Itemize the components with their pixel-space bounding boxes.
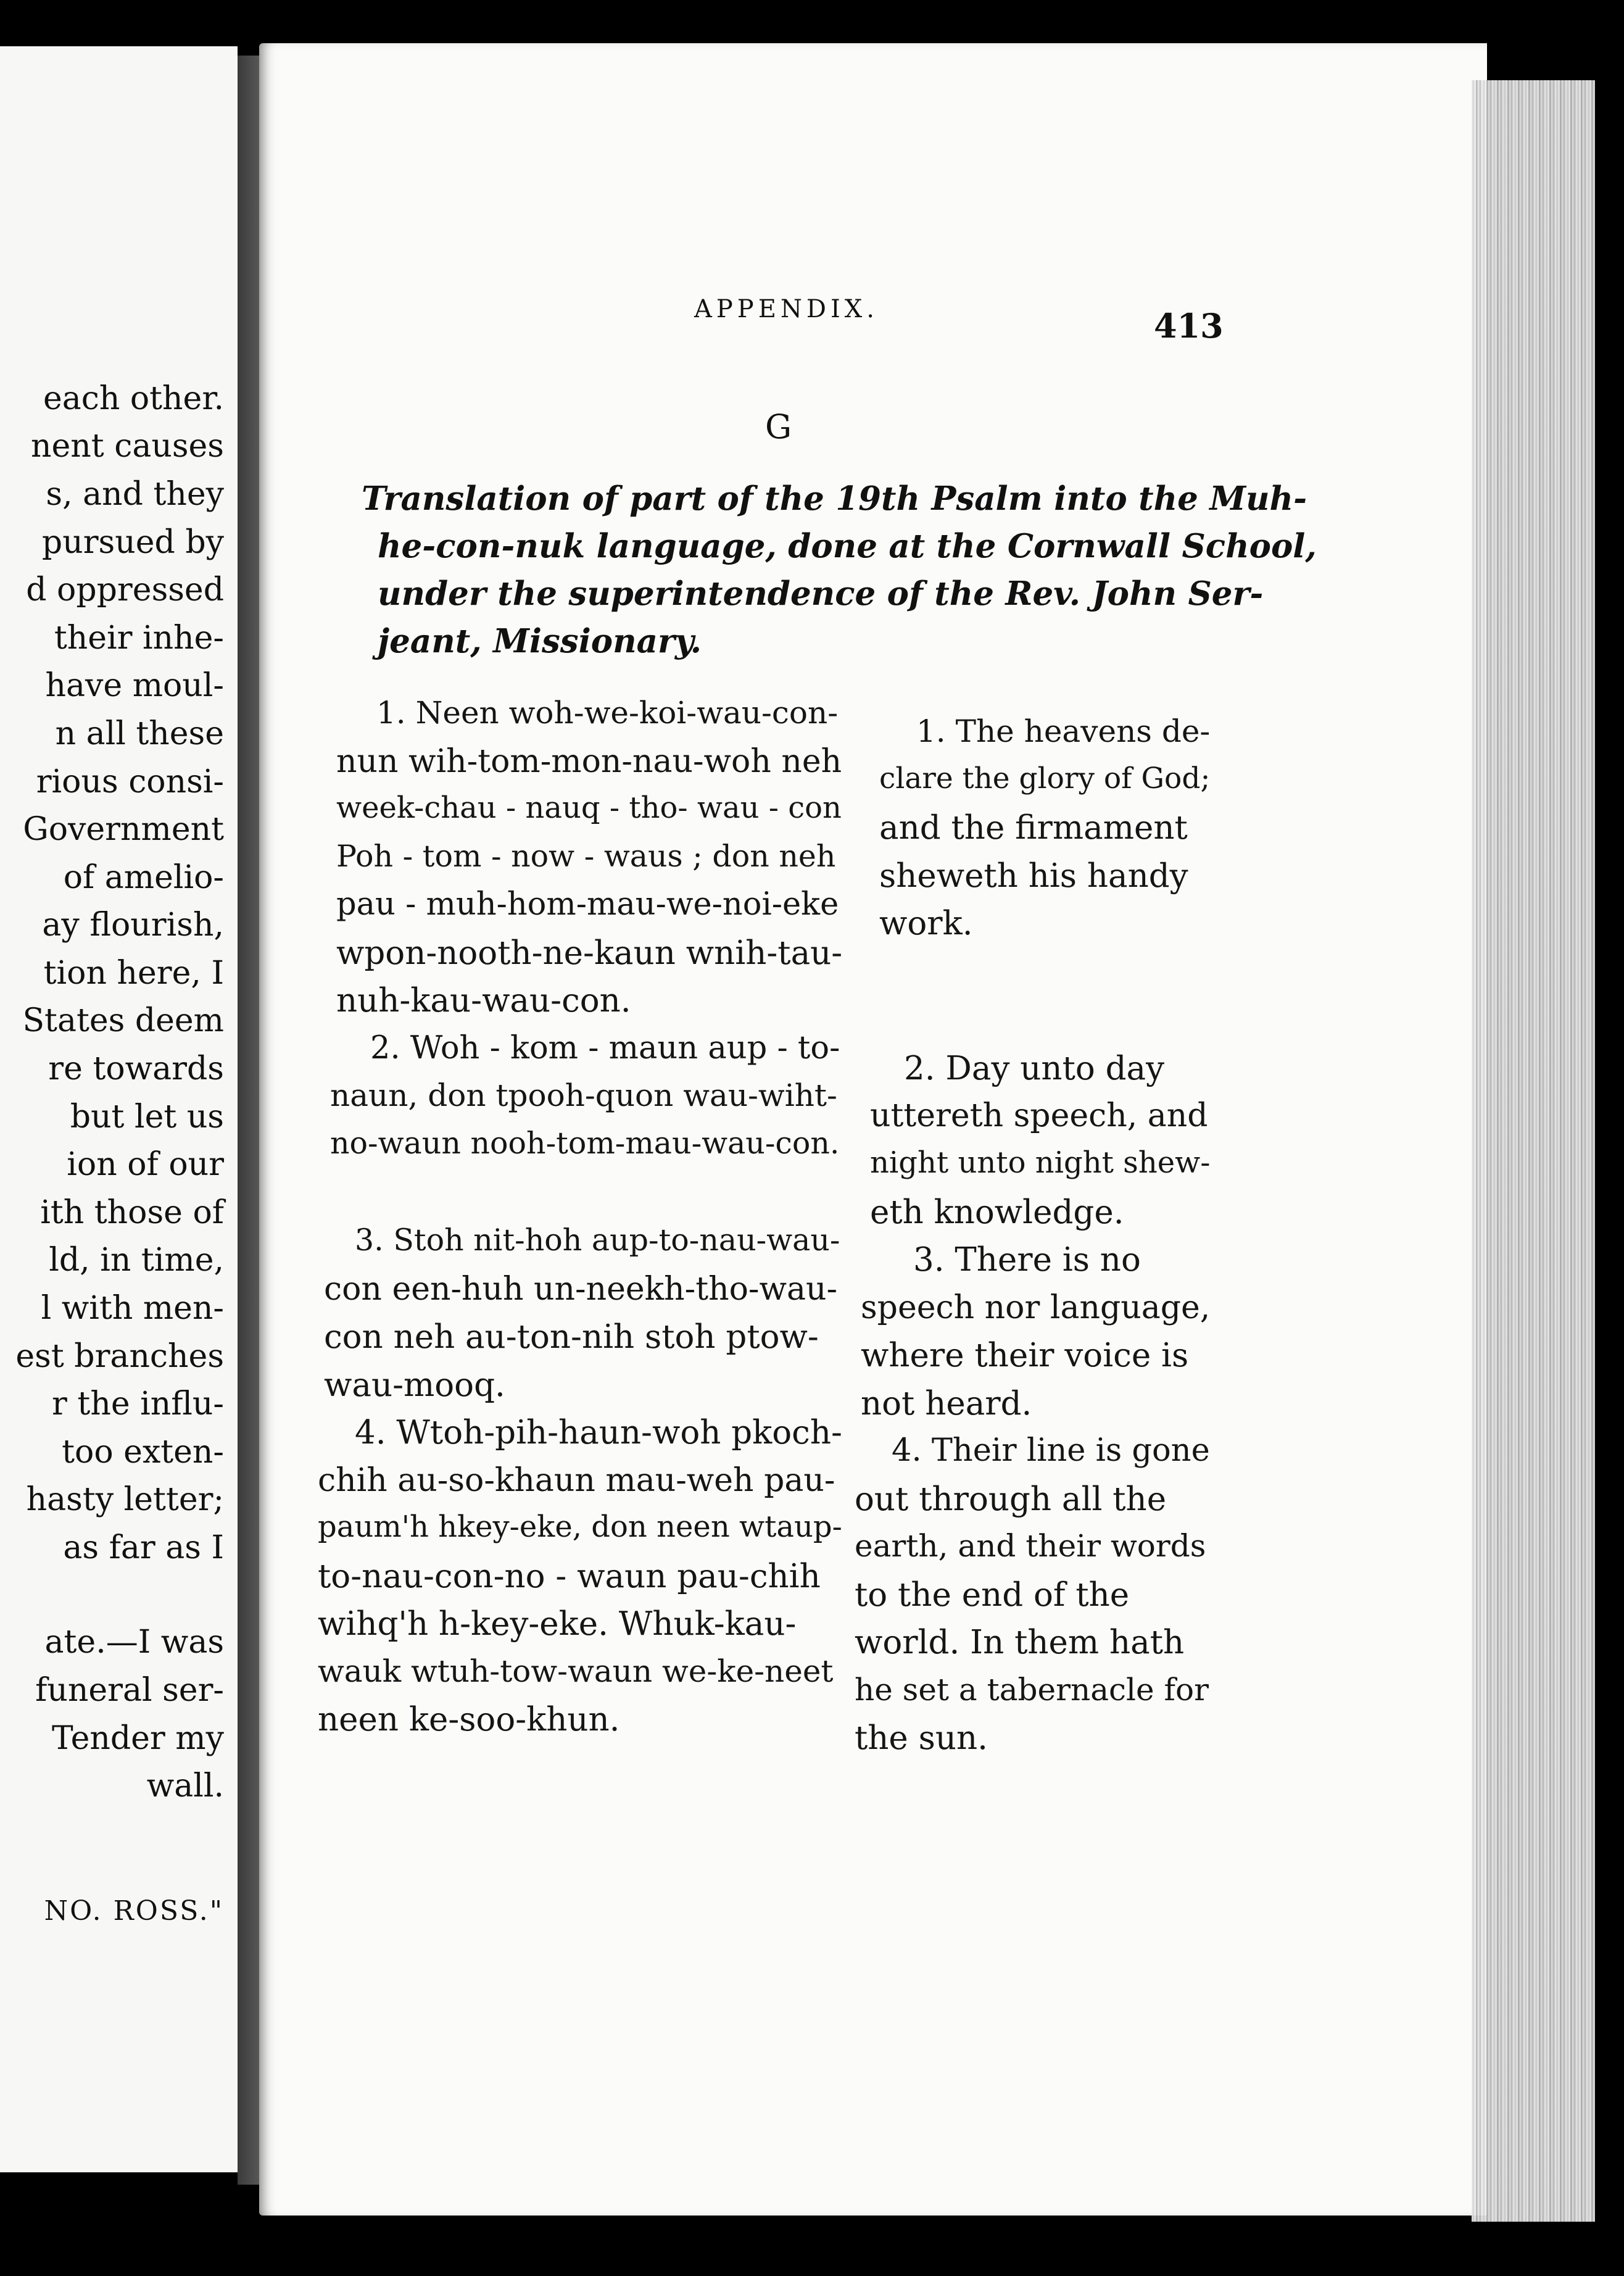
left-page-line: d oppressed: [26, 571, 224, 608]
heading-line: he-con-nuk language, done at the Cornwall School,: [378, 527, 1317, 565]
left-page-signature: NO. ROSS.": [44, 1895, 224, 1927]
english-line: world. In them hath: [855, 1624, 1185, 1661]
muhheconnuk-line: nun wih-tom-mon-nau-woh neh: [336, 743, 842, 780]
running-head: APPENDIX.: [694, 295, 879, 323]
english-line: and the firmament: [879, 809, 1188, 847]
english-line: where their voice is: [861, 1337, 1189, 1374]
left-page-line: pursued by: [41, 524, 224, 561]
heading-line: under the superintendence of the Rev. John Ser-: [378, 575, 1264, 613]
left-page-line: nent causes: [31, 428, 224, 465]
left-page-line: n all these: [55, 715, 224, 752]
muhheconnuk-line: naun, don tpooh-quon wau-wiht-: [330, 1078, 837, 1113]
english-line: work.: [879, 905, 973, 942]
muhheconnuk-line: nuh-kau-wau-con.: [336, 982, 631, 1020]
english-line: to the end of the: [855, 1576, 1130, 1614]
heading-line: jeant, Missionary.: [378, 622, 702, 660]
previous-page: [0, 46, 238, 2172]
muhheconnuk-line: paum'h hkey-eke, don neen wtaup-: [318, 1510, 842, 1544]
english-line: 3. There is no: [913, 1241, 1141, 1279]
muhheconnuk-line: con neh au-ton-nih stoh ptow-: [324, 1318, 819, 1356]
left-page-line: ate.—I was: [44, 1624, 224, 1661]
english-line: night unto night shew-: [870, 1145, 1211, 1180]
left-page-line: r the influ-: [52, 1385, 224, 1422]
left-page-line: as far as I: [63, 1529, 224, 1566]
muhheconnuk-line: 3. Stoh nit-hoh aup-to-nau-wau-: [355, 1223, 840, 1258]
left-page-line: their inhe-: [54, 620, 224, 657]
left-page-line: rious consi-: [36, 763, 224, 800]
left-page-line: wall.: [146, 1767, 224, 1805]
muhheconnuk-line: to-nau-con-no - waun pau-chih: [318, 1558, 821, 1595]
muhheconnuk-line: wpon-nooth-ne-kaun wnih-tau-: [336, 934, 843, 972]
muhheconnuk-line: no-waun nooh-tom-mau-wau-con.: [330, 1126, 840, 1161]
muhheconnuk-line: 2. Woh - kom - maun aup - to-: [370, 1030, 840, 1066]
english-line: 4. Their line is gone: [892, 1432, 1210, 1469]
left-page-line: States deem: [22, 1002, 224, 1039]
page-edges: [1472, 80, 1595, 2222]
english-line: not heard.: [861, 1385, 1032, 1422]
section-heading: [346, 475, 1317, 665]
left-page-line: funeral ser-: [35, 1672, 224, 1709]
english-line: 2. Day unto day: [904, 1050, 1165, 1087]
muhheconnuk-line: Poh - tom - now - waus ; don neh: [336, 839, 836, 874]
left-page-line: ion of our: [67, 1146, 224, 1183]
muhheconnuk-line: neen ke-soo-khun.: [318, 1701, 620, 1738]
left-page-line: ith those of: [40, 1194, 224, 1231]
muhheconnuk-line: 4. Wtoh-pih-haun-woh pkoch-: [355, 1414, 842, 1452]
muhheconnuk-line: week-chau - nauq - tho- wau - con: [336, 791, 842, 825]
section-letter: G: [765, 407, 792, 446]
left-page-line: hasty letter;: [26, 1481, 224, 1518]
left-page-line: but let us: [70, 1099, 224, 1136]
english-line: out through all the: [855, 1481, 1167, 1518]
left-page-line: ld, in time,: [49, 1242, 224, 1279]
left-page-line: of amelio-: [63, 859, 224, 896]
left-page-line: est branches: [15, 1338, 224, 1375]
left-page-line: Government: [23, 811, 224, 848]
english-line: the sun.: [855, 1719, 988, 1757]
muhheconnuk-line: wihq'h h-key-eke. Whuk-kau-: [318, 1605, 797, 1643]
english-line: eth knowledge.: [870, 1194, 1124, 1231]
left-page-line: Tender my: [51, 1720, 224, 1757]
left-page-line: ay flourish,: [42, 907, 224, 944]
muhheconnuk-line: wau-mooq.: [324, 1366, 505, 1404]
left-page-line: each other.: [43, 380, 224, 417]
english-line: speech nor language,: [861, 1289, 1211, 1326]
muhheconnuk-line: con een-huh un-neekh-tho-wau-: [324, 1271, 838, 1308]
english-line: earth, and their words: [855, 1528, 1206, 1564]
english-line: uttereth speech, and: [870, 1097, 1208, 1134]
page-number: 413: [1154, 306, 1224, 346]
left-page-line: too exten-: [62, 1434, 224, 1471]
left-page-line: tion here, I: [43, 955, 224, 992]
english-line: he set a tabernacle for: [855, 1672, 1209, 1708]
muhheconnuk-line: pau - muh-hom-mau-we-noi-eke: [336, 886, 839, 923]
left-page-line: l with men-: [41, 1290, 224, 1327]
english-line: sheweth his handy: [879, 857, 1188, 895]
left-page-line: s, and they: [46, 476, 224, 513]
muhheconnuk-line: chih au-so-khaun mau-weh pau-: [318, 1462, 835, 1499]
english-line: 1. The heavens de-: [916, 713, 1211, 749]
muhheconnuk-line: wauk wtuh-tow-waun we-ke-neet: [318, 1653, 834, 1689]
muhheconnuk-line: 1. Neen woh-we-koi-wau-con-: [376, 695, 839, 731]
left-page-line: re towards: [48, 1050, 224, 1087]
heading-line: Translation of part of the 19th Psalm into the Muh-: [362, 480, 1307, 518]
english-line: clare the glory of God;: [879, 762, 1211, 795]
left-page-line: have moul-: [45, 667, 224, 704]
